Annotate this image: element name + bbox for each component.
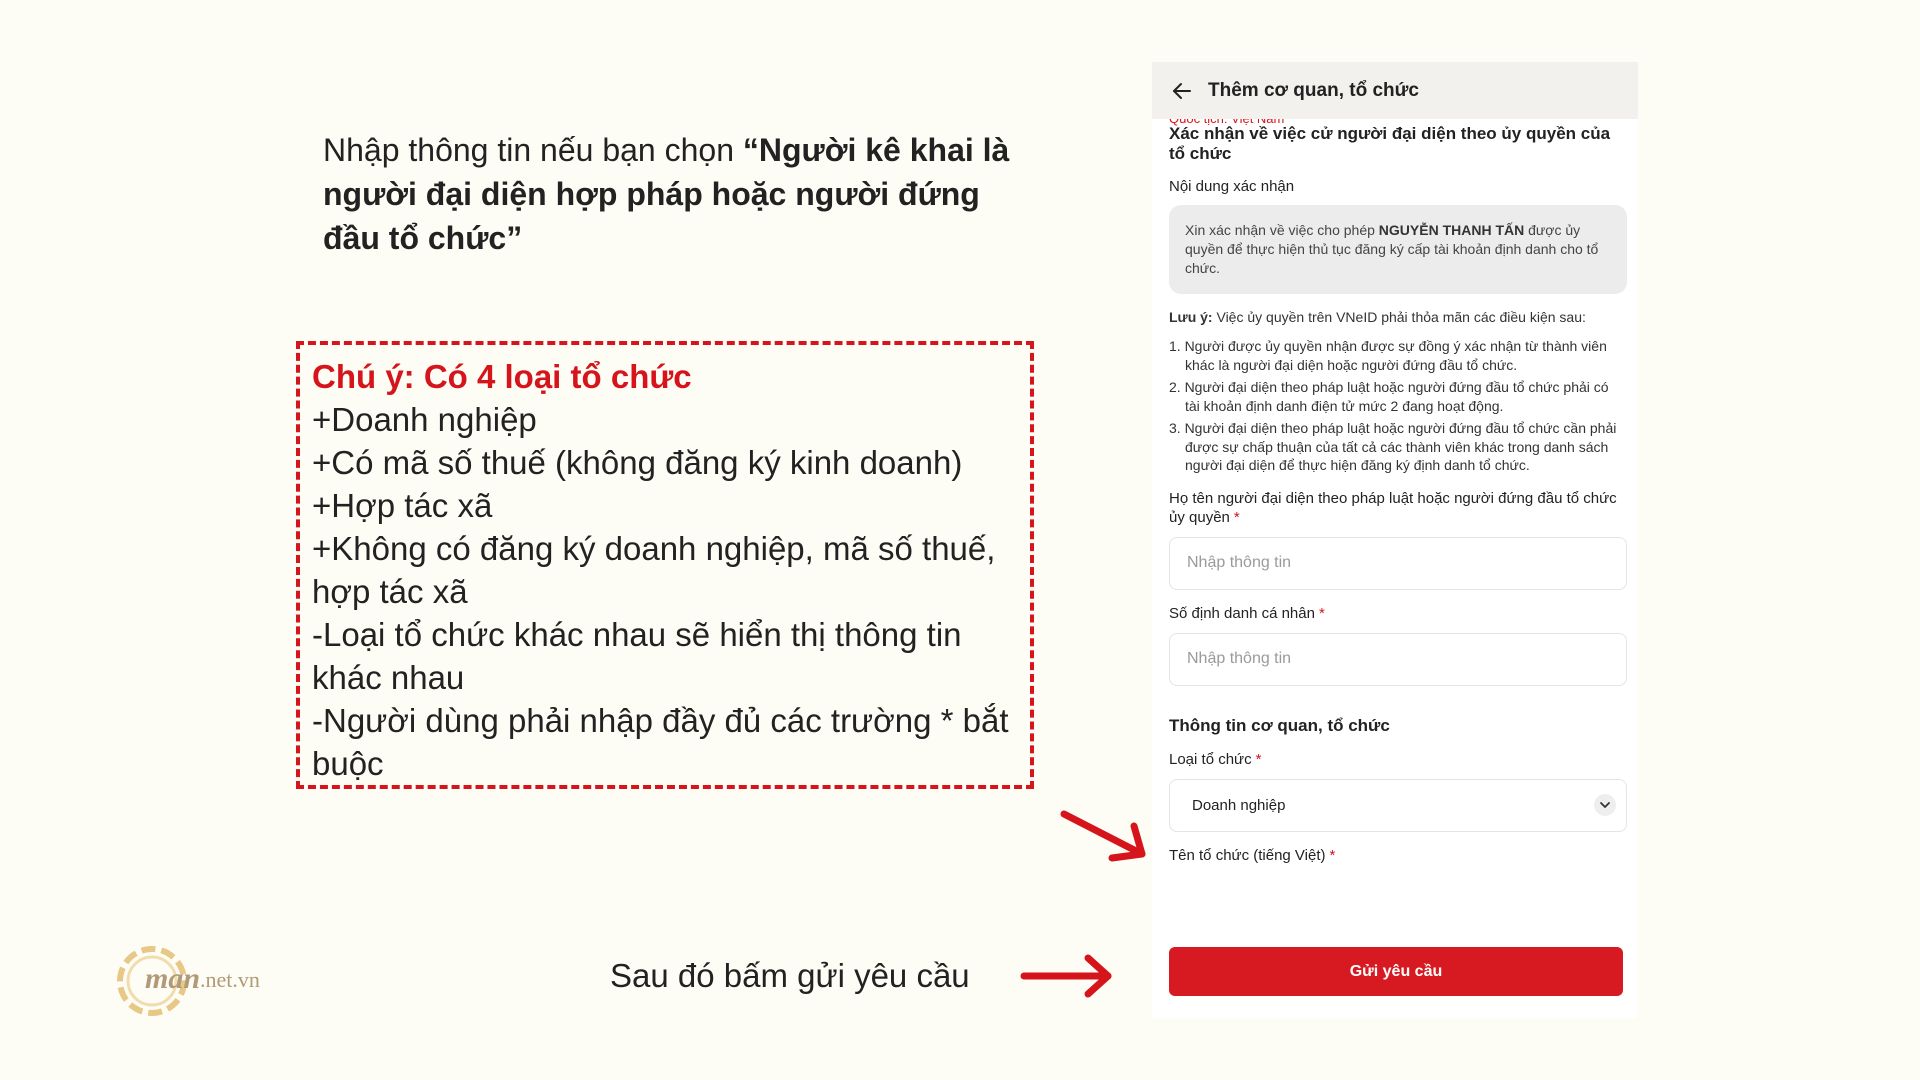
required-mark: *: [1255, 750, 1262, 768]
notice-label: Lưu ý:: [1169, 309, 1213, 325]
phone-screen: [1152, 62, 1638, 1018]
submit-request-button[interactable]: Gửi yêu cầu: [1169, 947, 1623, 996]
note-line: +Doanh nghiệp: [312, 401, 537, 438]
note-line: +Hợp tác xã: [312, 487, 493, 524]
required-mark: *: [1329, 846, 1336, 864]
org-type-select[interactable]: [1169, 779, 1627, 832]
confirm-content-box: [1169, 205, 1627, 294]
page-title: Thêm cơ quan, tổ chức: [1208, 79, 1419, 101]
logo-domain: .net.vn: [200, 967, 260, 992]
rep-name-placeholder: Nhập thông tin: [1187, 554, 1292, 571]
rules-list: [1169, 337, 1627, 475]
org-type-value: Doanh nghiệp: [1192, 796, 1286, 814]
org-name-label: Tên tổ chức (tiếng Việt) *: [1169, 846, 1336, 864]
intro-highlight: “Người kê khai là người đại diện hợp pháp hoặc người đứng đầu tổ chức”: [323, 132, 1010, 256]
logo-text: man: [145, 962, 201, 995]
note-line: +Không có đăng ký doanh nghiệp, mã số thuế, hợp tác xã: [312, 530, 996, 610]
red-arrow-icon: [1060, 808, 1152, 868]
form-content: [1169, 124, 1627, 865]
required-mark: *: [1318, 604, 1325, 622]
id-number-input[interactable]: [1169, 633, 1627, 686]
confirm-prefix: Xin xác nhận về việc cho phép: [1185, 222, 1379, 238]
confirm-name: NGUYỄN THANH TẤN: [1378, 222, 1525, 238]
id-number-placeholder: Nhập thông tin: [1187, 650, 1292, 667]
note-line: -Người dùng phải nhập đầy đủ các trường * bắt buộc: [312, 702, 1009, 782]
intro-prefix: Nhập thông tin nếu bạn chọn: [323, 132, 743, 168]
after-instruction: Sau đó bấm gửi yêu cầu: [610, 957, 970, 994]
rule-item: 2. Người đại diện theo pháp luật hoặc người đứng đầu tổ chức phải có tài khoản định danh điện tử mức 2 đang hoạt động.: [1169, 379, 1609, 414]
id-number-label: Số định danh cá nhân *: [1169, 604, 1325, 622]
notice-text: [1169, 308, 1627, 327]
note-title: Chú ý: Có 4 loại tổ chức: [312, 358, 692, 395]
rep-name-label: Họ tên người đại diện theo pháp luật hoặc người đứng đầu tổ chức ủy quyền *: [1169, 489, 1617, 526]
confirm-label: Nội dung xác nhận: [1169, 178, 1295, 195]
back-arrow-icon[interactable]: [1171, 80, 1193, 102]
confirm-suffix: được ủy quyền để thực hiện thủ tục đăng ký cấp tài khoản định danh cho tổ chức.: [1185, 222, 1599, 276]
note-line: -Loại tổ chức khác nhau sẽ hiển thị thông tin khác nhau: [312, 616, 962, 696]
intro-text: [323, 128, 1043, 260]
rule-item: 1. Người được ủy quyền nhận được sự đồng ý xác nhận từ thành viên khác là người đại diện hoặc người đứng đầu tổ chức.: [1169, 338, 1607, 373]
org-type-label: Loại tổ chức *: [1169, 750, 1262, 768]
confirm-section-title: Xác nhận về việc cử người đại diện theo ủy quyền của tổ chức: [1169, 124, 1611, 163]
red-arrow-icon: [1020, 954, 1116, 998]
org-section-title: Thông tin cơ quan, tổ chức: [1169, 715, 1390, 735]
rep-name-input[interactable]: [1169, 537, 1627, 590]
app-header: [1152, 62, 1638, 119]
rule-item: 3. Người đại diện theo pháp luật hoặc người đứng đầu tổ chức cần phải được sự chấp thuận của tất cả các thành viên khác trong danh sách người đại diện để thực hiện đăng ký định danh tổ chức.: [1169, 420, 1617, 473]
note-line: +Có mã số thuế (không đăng ký kinh doanh): [312, 444, 963, 481]
chevron-down-icon: [1594, 794, 1616, 816]
note-box: [296, 341, 1034, 789]
notice-body: Việc ủy quyền trên VNeID phải thỏa mãn các điều kiện sau:: [1212, 309, 1586, 325]
required-mark: *: [1233, 508, 1240, 526]
